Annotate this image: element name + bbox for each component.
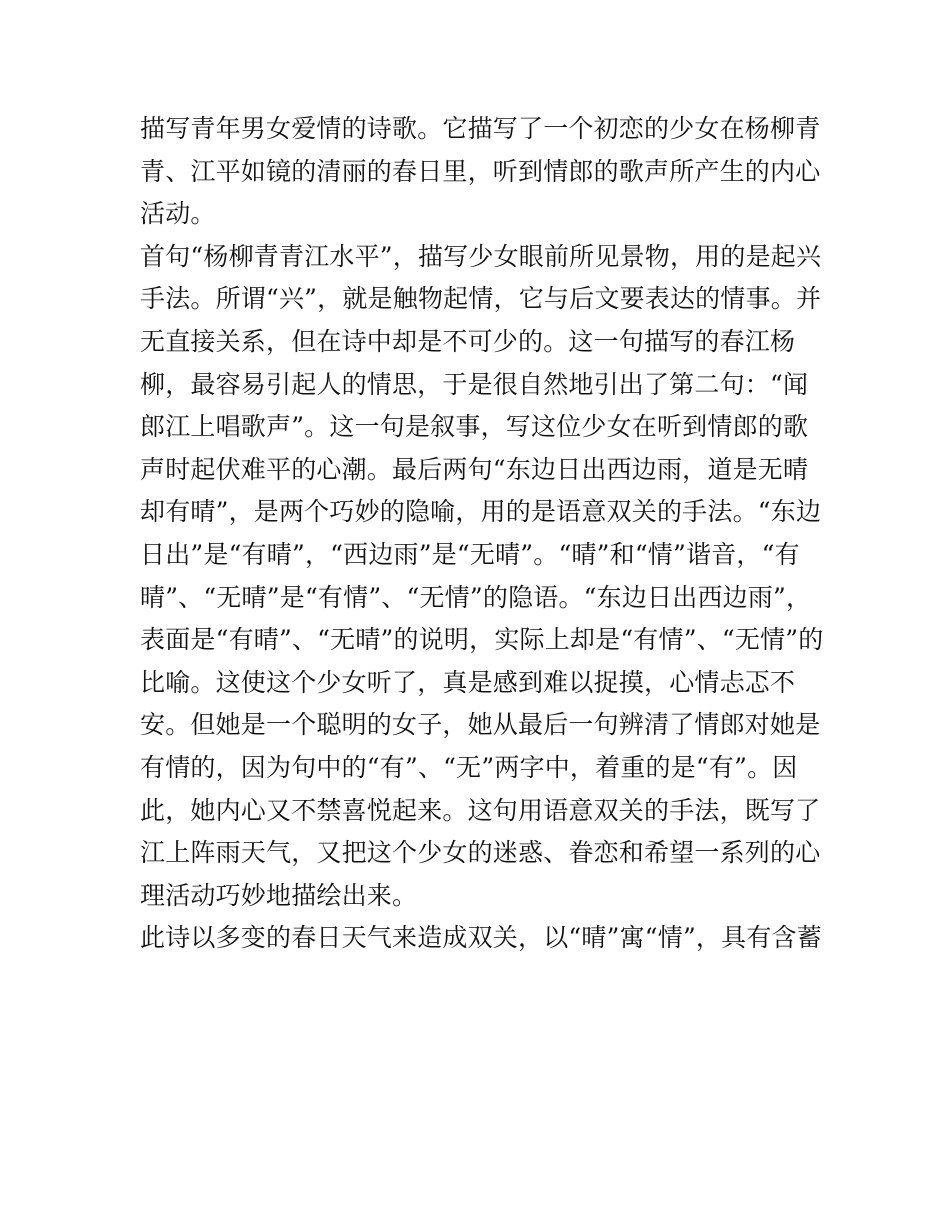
text-line: 郎江上唱歌声”。这一句是叙事，写这位少女在听到情郎的歌 <box>140 412 809 442</box>
text-line: 安。但她是一个聪明的女子，她从最后一句辨清了情郎对她是 <box>140 710 821 740</box>
text-line: 青、江平如镜的清丽的春日里，听到情郎的歌声所产生的内心 <box>140 156 821 186</box>
text-line: 晴”、“无晴”是“有情”、“无情”的隐语。“东边日出西边雨”， <box>140 582 812 612</box>
text-line: 声时起伏难平的心潮。最后两句“东边日出西边雨，道是无晴 <box>140 454 809 484</box>
text-line: 却有晴”，是两个巧妙的隐喻，用的是语意双关的手法。“东边 <box>140 497 822 527</box>
text-line: 表面是“有晴”、“无晴”的说明，实际上却是“有情”、“无情”的 <box>140 625 824 655</box>
text-line: 无直接关系，但在诗中却是不可少的。这一句描写的春江杨 <box>140 326 796 356</box>
text-line: 有情的，因为句中的“有”、“无”两字中，着重的是“有”。因 <box>140 752 798 782</box>
text-line: 比喻。这使这个少女听了，真是感到难以捉摸，心情忐忑不 <box>140 667 796 697</box>
text-line: 理活动巧妙地描绘出来。 <box>140 880 418 910</box>
text-line: 手法。所谓“兴”，就是触物起情，它与后文要表达的情事。并 <box>140 284 822 314</box>
text-line: 此诗以多变的春日天气来造成双关，以“晴”寓“情”，具有含蓄 <box>140 923 822 953</box>
body-text <box>140 108 824 960</box>
text-line: 日出”是“有晴”，“西边雨”是“无晴”。“晴”和“情”谐音，“有 <box>140 539 800 569</box>
text-line: 此，她内心又不禁喜悦起来。这句用语意双关的手法，既写了 <box>140 795 821 825</box>
text-line: 描写青年男女爱情的诗歌。它描写了一个初恋的少女在杨柳青 <box>140 114 821 143</box>
text-line: 柳，最容易引起人的情思，于是很自然地引出了第二句：“闻 <box>140 369 809 399</box>
text-line: 活动。 <box>140 199 216 229</box>
text-line: 江上阵雨天气，又把这个少女的迷惑、眷恋和希望一系列的心 <box>140 838 821 868</box>
text-line: 首句“杨柳青青江水平”，描写少女眼前所见景物，用的是起兴 <box>140 241 822 271</box>
